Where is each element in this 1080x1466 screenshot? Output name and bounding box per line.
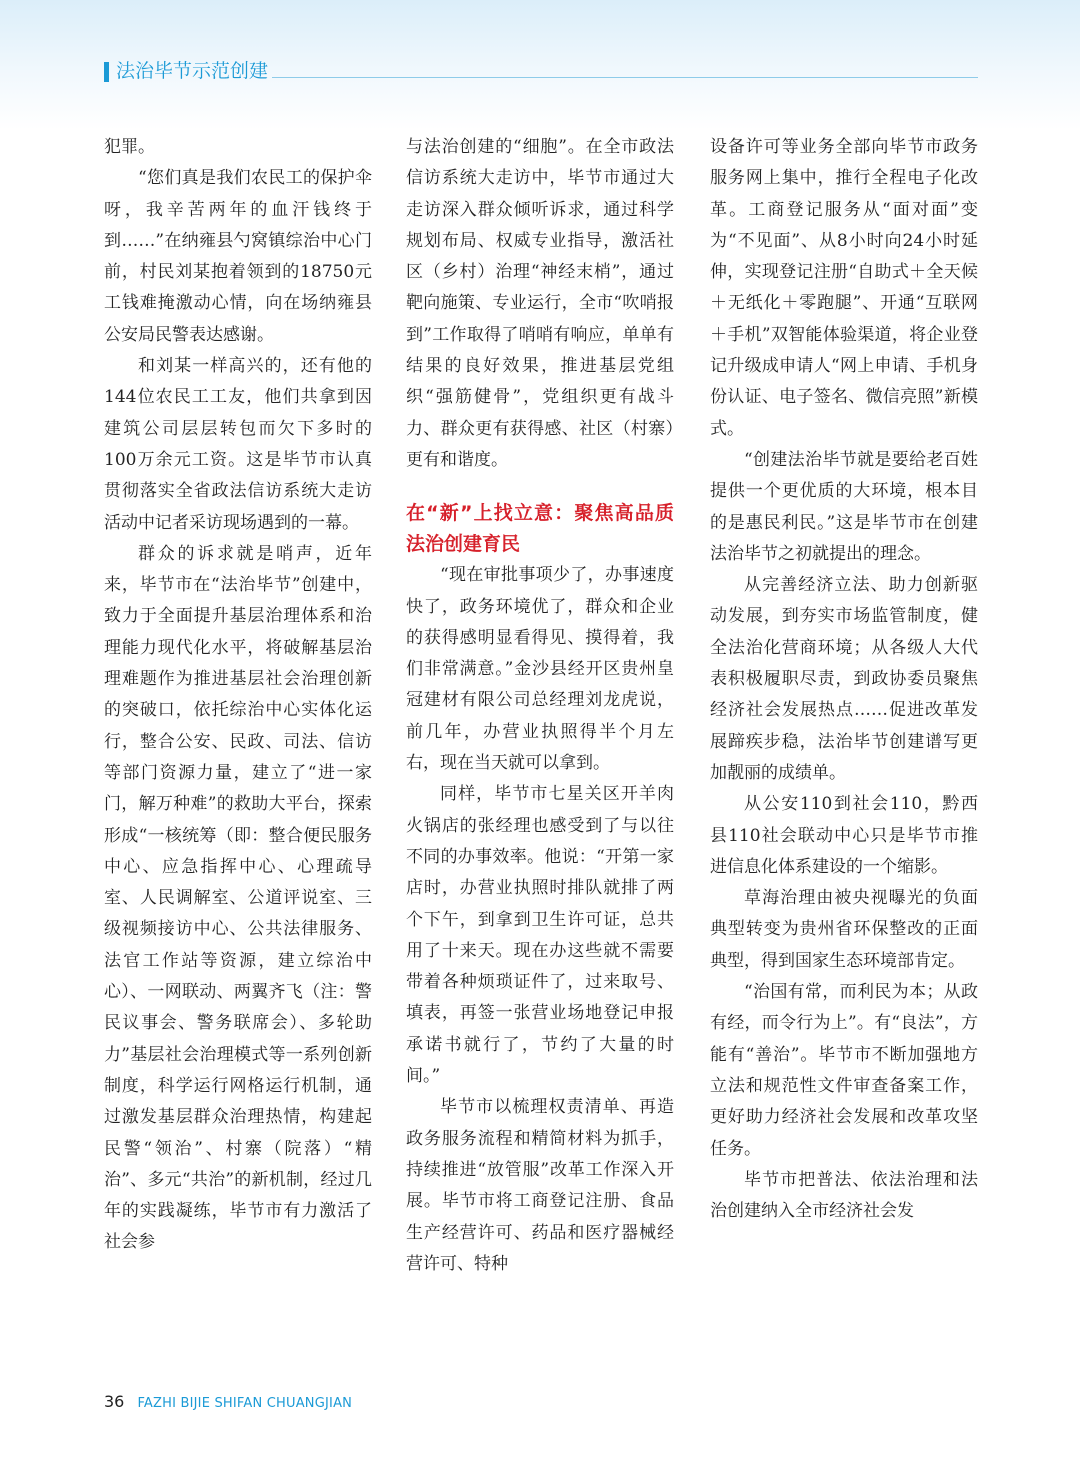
paragraph: “现在审批事项少了，办事速度快了，政务环境优了，群众和企业的获得感明显看得见、摸得着，我们非常满意。”金沙县经开区贵州皇冠建材有限公司总经理刘龙虎说，前几年，办营业执照得半个月左右，现在当天就可以拿到。 [406, 565, 674, 774]
section-header [104, 59, 978, 85]
article-column-3 [710, 132, 978, 1227]
header-rule [272, 77, 978, 78]
paragraph: 毕节市以梳理权责清单、再造政务服务流程和精简材料为抓手，持续推进“放管服”改革工作深入开展。毕节市将工商登记注册、食品生产经营许可、药品和医疗器械经营许可、特种 [406, 1097, 674, 1274]
paragraph: “您们真是我们农民工的保护伞呀，我辛苦两年的血汗钱终于到……”在纳雍县勺窝镇综治中心门前，村民刘某抱着领到的18750元工钱难掩激动心情，向在场纳雍县公安局民警表达感谢。 [104, 168, 372, 345]
paragraph: 从公安110到社会110，黔西县110社会联动中心只是毕节市推进信息化体系建设的一个缩影。 [710, 794, 978, 877]
section-title: 法治毕节示范创建 [116, 60, 269, 82]
paragraph: 同样，毕节市七星关区开羊肉火锅店的张经理也感受到了与以往不同的办事效率。他说：“开第一家店时，办营业执照时排队就排了两个下午，到拿到卫生许可证，总共用了十来天。现在办这些就不需要带着各种烦琐证件了，过来取号、填表，再签一张营业场地登记申报承诺书就行了，节约了大量的时间。” [406, 784, 674, 1087]
paragraph: 犯罪。 [104, 137, 155, 157]
section-marker-bar [104, 62, 109, 82]
page-number: 36 [104, 1392, 125, 1411]
paragraph: 和刘某一样高兴的，还有他的144位农民工工友，他们共拿到因建筑公司层层转包而欠下多时的100万余元工资。这是毕节市认真贯彻落实全省政法信访系统大走访活动中记者采访现场遇到的一幕。 [104, 356, 372, 533]
article-column-1 [104, 132, 372, 1259]
paragraph: “创建法治毕节就是要给老百姓提供一个更优质的大环境，根本目的是惠民利民。”这是毕节市在创建法治毕节之初就提出的理念。 [710, 449, 978, 564]
paragraph: 与法治创建的“细胞”。在全市政法信访系统大走访中，毕节市通过大走访深入群众倾听诉求，通过科学规划布局、权威专业指导，激活社区（乡村）治理“神经末梢”，通过靶向施策、专业运行，全市“吹哨报到”工作取得了哨哨有响应，单单有结果的良好效果，推进基层党组织“强筋健骨”，党组织更有战斗力、群众更有获得感、社区（村寨）更有和谐度。 [406, 137, 674, 470]
footer-subtitle: FAZHI BIJIE SHIFAN CHUANGJIAN [137, 1396, 353, 1411]
section-subheading: 在“新”上找立意：聚焦高品质法治创建育民 [406, 502, 674, 556]
paragraph: 草海治理由被央视曝光的负面典型转变为贵州省环保整改的正面典型，得到国家生态环境部肯定。 [710, 888, 978, 971]
paragraph: 群众的诉求就是哨声，近年来，毕节市在“法治毕节”创建中，致力于全面提升基层治理体系和治理能力现代化水平，将破解基层治理难题作为推进基层社会治理创新的突破口，依托综治中心实体化运行，整合公安、民政、司法、信访等部门资源力量，建立了“进一家门，解万种难”的救助大平台，探索形成“一核统筹（即：整合便民服务中心、应急指挥中心、心理疏导室、人民调解室、公道评说室、三级视频接访中心、公共法律服务、法官工作站等资源，建立综治中心）、一网联动、两翼齐飞（注：警民议事会、警务联席会）、多轮助力”基层社会治理模式等一系列创新制度，科学运行网格运行机制，通过激发基层群众治理热情，构建起民警“领治”、村寨（院落）“精治”、多元“共治”的新机制，经过几年的实践凝练，毕节市有力激活了社会参 [104, 543, 372, 1253]
paragraph: “治国有常，而利民为本；从政有经，而令行为上”。有“良法”，方能有“善治”。毕节市不断加强地方立法和规范性文件审查备案工作，更好助力经济社会发展和改革攻坚任务。 [710, 982, 978, 1159]
page-footer [104, 1392, 352, 1412]
article-column-2 [406, 132, 674, 1280]
paragraph: 设备许可等业务全部向毕节市政务服务网上集中，推行全程电子化改革。工商登记服务从“面对面”变为“不见面”、从8小时向24小时延伸，实现登记注册“自助式＋全天候＋无纸化＋零跑腿”、开通“互联网＋手机”双智能体验渠道，将企业登记升级成申请人“网上申请、手机身份认证、电子签名、微信亮照”新模式。 [710, 137, 978, 439]
paragraph: 从完善经济立法、助力创新驱动发展，到夯实市场监管制度，健全法治化营商环境；从各级人大代表积极履职尽责，到政协委员聚焦经济社会发展热点……促进改革发展蹄疾步稳，法治毕节创建谱写更加靓丽的成绩单。 [710, 575, 978, 783]
paragraph: 毕节市把普法、依法治理和法治创建纳入全市经济社会发 [710, 1169, 978, 1222]
